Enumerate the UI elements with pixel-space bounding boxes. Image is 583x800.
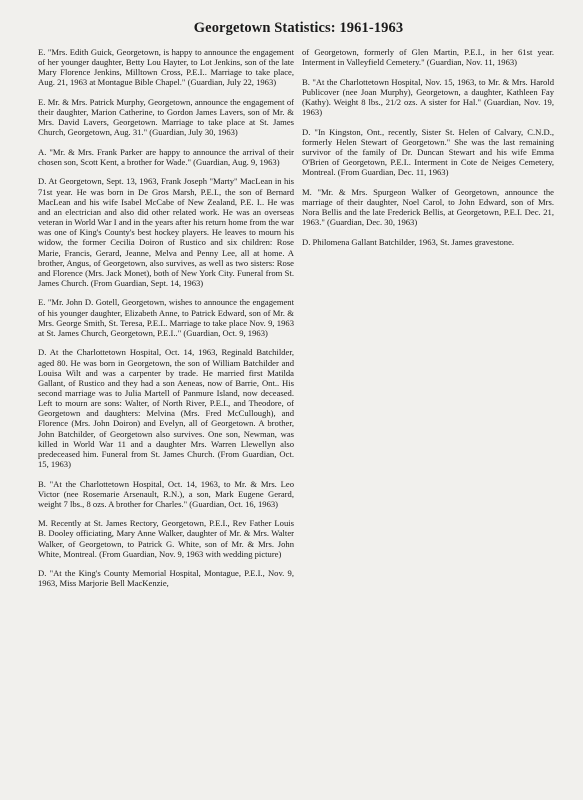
entry-1: E. "Mrs. Edith Guick, Georgetown, is happy to announce the engagement of her younger daughter, Betty Lou Hayter, to Lot Jenkins, son of the late Mary Florence Jenkins, Milltown Cross, P.E.I.. Marriage to take place, Aug. 21, 1963 at Montague Bible Chapel." (Guardian, July 22, 1963) <box>38 47 294 88</box>
entry-7: B. "At the Charlottetown Hospital, Oct. 14, 1963, to Mr. & Mrs. Leo Victor (nee Rosemarie Arsenault, R.N.), a son, Mark Eugene Gerard, weight 7 lbs., 8 ozs. A brother for Charles." (Guardian, Oct. 16, 1963) <box>38 478 294 509</box>
entry-12: D. "In Kingston, Ont., recently, Sister St. Helen of Calvary, C.N.D., formerly Helen Stewart of Georgetown." She was the last remaining survivor of the family of Dr. Duncan Stewart and his wife Emma O'Brien of Georgetown, P.E.I.. Interment in Cote de Neiges Cemetery, Montreal. (From Guardian, Dec. 11, 1963) <box>302 126 554 178</box>
entry-9: D. "At the King's County Memorial Hospital, Montague, P.E.I., Nov. 9, 1963, Miss Marjorie Bell MacKenzie, <box>38 568 294 589</box>
columns <box>38 47 559 598</box>
entry-10: of Georgetown, formerly of Glen Martin, P.E.I., in her 61st year. Interment in Valleyfield Cemetery." (Guardian, Nov. 11, 1963) <box>302 47 554 68</box>
entry-14: D. Philomena Gallant Batchilder, 1963, St. James gravestone. <box>302 236 515 247</box>
entry-4: D. At Georgetown, Sept. 13, 1963, Frank Joseph "Marty" MacLean in his 71st year. He was born in De Gros Marsh, P.E.I., the son of Bernard MacLean and his wife Isabel McCabe of New Zealand, P.E. I.. He was and an electrician and also did other related work. He was an overseas veteran in World War I and in the years after his return home from the war was one of King's County's best hockey players. He leaves to mourn his widow, the former Cecilia Doiron of Rustico and six children: Rose Marie, Francis, Gerard, Jeanne, Melva and Penny Lee, all at home. A brother, Angus, of Georgetown, also survives, as well as two sisters: Rose and Florence (Mrs. Jack Monet), both of New York City. Funeral from St. James Church. (From Guardian, Sept. 14, 1963) <box>38 176 294 289</box>
entry-2: E. Mr. & Mrs. Patrick Murphy, Georgetown, announce the engagement of their daughter, Marion Catherine, to Gordon James Lavers, son of Mr. & Mrs. David Lavers, Georgetown. Marriage to take place at St. James Church, Georgetown, Aug. 31." (Guardian, July 30, 1963) <box>38 96 294 138</box>
entry-11: B. "At the Charlottetown Hospital, Nov. 15, 1963, to Mr. & Mrs. Harold Publicover (nee Joan Murphy), Georgetown, a daughter, Kathleen Fay (Kathy). Weight 8 lbs., 21/2 ozs. A sister for Hal." (Guardian, Nov. 19, 1963) <box>302 76 554 118</box>
entry-13: M. "Mr. & Mrs. Spurgeon Walker of Georgetown, announce the marriage of their daughter, Noel Carol, to John Edward, son of Mrs. Nora Bellis and the late Frederick Bellis, at Georgetown, P.E.I. Dec. 21, 1963." (Guardian, Dec. 30, 1963) <box>302 186 554 228</box>
entry-3: A. "Mr. & Mrs. Frank Parker are happy to announce the arrival of their chosen son, Scott Kent, a brother for Wade." (Guardian, Aug. 9, 1963) <box>38 146 294 167</box>
entry-5: E. "Mr. John D. Gotell, Georgetown, wishes to announce the engagement of his younger daughter, Elizabeth Anne, to Patrick Edward, son of Mr. & Mrs. George Smith, St. Teresa, P.E.I.. Marriage to take place Nov. 9, 1963 at St. James Church, Georgetown, P.E.I.." (Guardian, Oct. 9, 1963) <box>38 297 294 338</box>
entry-6: D. At the Charlottetown Hospital, Oct. 14, 1963, Reginald Batchilder, aged 80. He was born in Georgetown, the son of William Batchilder and Louisa Wilt and was a carpenter by trade. He married first Matilda Gallant, of Rustico and they had a son Aeneas, now of Barrie, Ont.. His second marriage was to Julia Martell of Panmure Island, now deceased. Left to mourn are sons: Walter, of North River, P.E.I., and Theodore, of Georgetown and daughters: Melvina (Mrs. Fred McCullough), and Florence (Mrs. John Doiron) and Evelyn, all of Georgetown. A brother, John Batchilder, of Georgetown also survives. One son, Newman, was killed in World War 11 and a daughter Mrs. Warren Llewellyn also predeceased him. Funeral from St. James Church. (From Guardian, Oct. 15, 1963) <box>38 347 294 470</box>
page-title: Georgetown Statistics: 1961-1963 <box>193 20 404 36</box>
right-column <box>302 47 554 598</box>
entry-8: M. Recently at St. James Rectory, Georgetown, P.E.I., Rev Father Louis B. Dooley officiating, Mary Anne Walker, daughter of Mr. & Mrs. Walter Walker, of Georgetown, to Patrick G. White, son of Mr. & Mrs. John White, Montreal. (From Guardian, Nov. 9, 1963 with wedding picture) <box>38 518 294 559</box>
left-column <box>38 47 294 598</box>
